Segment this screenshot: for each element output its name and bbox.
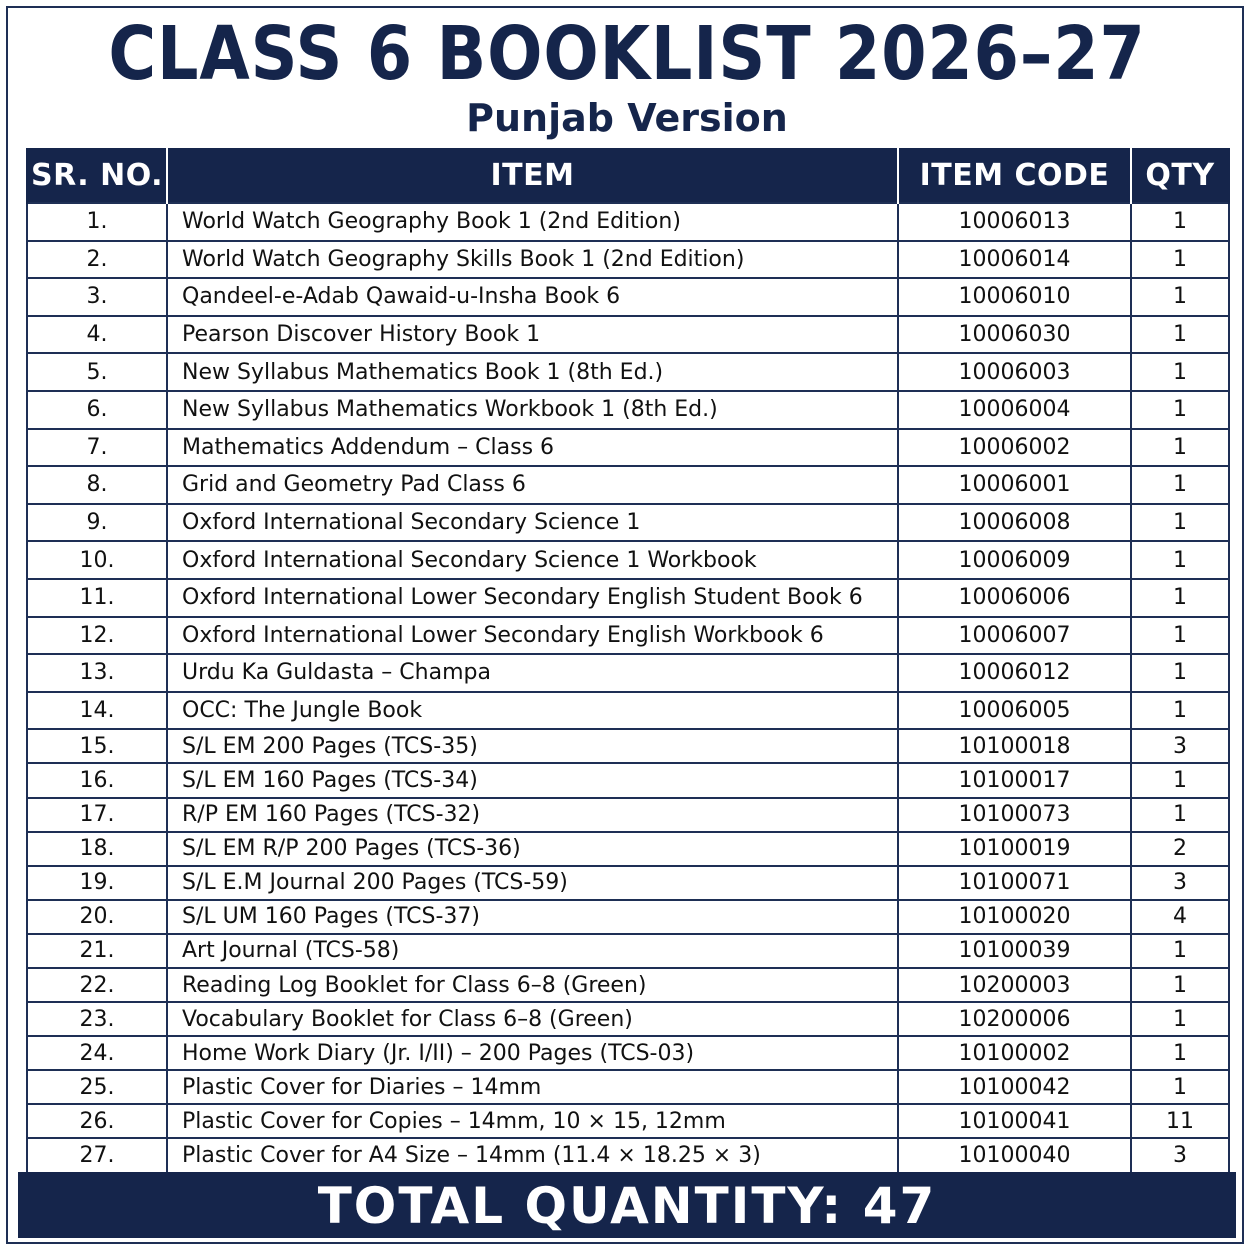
qty-cell: 1 bbox=[1131, 466, 1229, 504]
qty-cell: 4 bbox=[1131, 900, 1229, 934]
sr-no-cell: 7. bbox=[27, 429, 167, 467]
table-row bbox=[27, 1104, 1229, 1138]
item-code-cell: 10006010 bbox=[898, 278, 1131, 316]
sr-no-cell: 15. bbox=[27, 729, 167, 763]
sr-no-cell: 26. bbox=[27, 1104, 167, 1138]
qty-cell: 1 bbox=[1131, 504, 1229, 542]
item-code-cell: 10006004 bbox=[898, 391, 1131, 429]
qty-cell: 1 bbox=[1131, 654, 1229, 692]
item-code-cell: 10006012 bbox=[898, 654, 1131, 692]
table-row bbox=[27, 763, 1229, 797]
sr-no-cell: 24. bbox=[27, 1036, 167, 1070]
item-code-cell: 10006002 bbox=[898, 429, 1131, 467]
sr-no-cell: 9. bbox=[27, 504, 167, 542]
table-row bbox=[27, 654, 1229, 692]
item-cell: Qandeel-e-Adab Qawaid-u-Insha Book 6 bbox=[167, 278, 898, 316]
item-code-cell: 10200003 bbox=[898, 968, 1131, 1002]
item-code-cell: 10006001 bbox=[898, 466, 1131, 504]
item-cell: Oxford International Lower Secondary English Workbook 6 bbox=[167, 617, 898, 655]
sr-no-cell: 10. bbox=[27, 541, 167, 579]
qty-cell: 1 bbox=[1131, 391, 1229, 429]
header-item: ITEM bbox=[167, 148, 898, 203]
qty-cell: 1 bbox=[1131, 617, 1229, 655]
item-cell: OCC: The Jungle Book bbox=[167, 692, 898, 730]
table-row bbox=[27, 391, 1229, 429]
item-cell: Plastic Cover for A4 Size – 14mm (11.4 × 18.25 × 3) bbox=[167, 1138, 898, 1172]
table-row bbox=[27, 617, 1229, 655]
item-cell: Plastic Cover for Diaries – 14mm bbox=[167, 1070, 898, 1104]
qty-cell: 1 bbox=[1131, 798, 1229, 832]
sr-no-cell: 6. bbox=[27, 391, 167, 429]
item-cell: New Syllabus Mathematics Workbook 1 (8th Ed.) bbox=[167, 391, 898, 429]
table-row bbox=[27, 278, 1229, 316]
qty-cell: 1 bbox=[1131, 1002, 1229, 1036]
page-subtitle: Punjab Version bbox=[466, 96, 788, 140]
sr-no-cell: 3. bbox=[27, 278, 167, 316]
item-code-cell: 10100018 bbox=[898, 729, 1131, 763]
item-code-cell: 10100041 bbox=[898, 1104, 1131, 1138]
table-row bbox=[27, 866, 1229, 900]
item-cell: Oxford International Lower Secondary English Student Book 6 bbox=[167, 579, 898, 617]
sr-no-cell: 5. bbox=[27, 353, 167, 391]
qty-cell: 1 bbox=[1131, 579, 1229, 617]
item-cell: New Syllabus Mathematics Book 1 (8th Ed.) bbox=[167, 353, 898, 391]
item-cell: Urdu Ka Guldasta – Champa bbox=[167, 654, 898, 692]
item-cell: Oxford International Secondary Science 1 bbox=[167, 504, 898, 542]
item-cell: S/L EM 160 Pages (TCS-34) bbox=[167, 763, 898, 797]
header-item-code: ITEM CODE bbox=[898, 148, 1131, 203]
table-row bbox=[27, 504, 1229, 542]
item-cell: Plastic Cover for Copies – 14mm, 10 × 15, 12mm bbox=[167, 1104, 898, 1138]
qty-cell: 3 bbox=[1131, 729, 1229, 763]
table-row bbox=[27, 900, 1229, 934]
item-cell: S/L EM R/P 200 Pages (TCS-36) bbox=[167, 832, 898, 866]
sr-no-cell: 21. bbox=[27, 934, 167, 968]
item-cell: S/L E.M Journal 200 Pages (TCS-59) bbox=[167, 866, 898, 900]
item-code-cell: 10006008 bbox=[898, 504, 1131, 542]
item-code-cell: 10100017 bbox=[898, 763, 1131, 797]
item-cell: Vocabulary Booklet for Class 6–8 (Green) bbox=[167, 1002, 898, 1036]
item-cell: Mathematics Addendum – Class 6 bbox=[167, 429, 898, 467]
table-row bbox=[27, 1036, 1229, 1070]
item-code-cell: 10100073 bbox=[898, 798, 1131, 832]
item-code-cell: 10006013 bbox=[898, 203, 1131, 241]
item-cell: Reading Log Booklet for Class 6–8 (Green) bbox=[167, 968, 898, 1002]
sr-no-cell: 25. bbox=[27, 1070, 167, 1104]
qty-cell: 2 bbox=[1131, 832, 1229, 866]
item-code-cell: 10100039 bbox=[898, 934, 1131, 968]
item-code-cell: 10006009 bbox=[898, 541, 1131, 579]
item-code-cell: 10006003 bbox=[898, 353, 1131, 391]
item-code-cell: 10100040 bbox=[898, 1138, 1131, 1172]
qty-cell: 3 bbox=[1131, 1138, 1229, 1172]
table-row bbox=[27, 353, 1229, 391]
sr-no-cell: 11. bbox=[27, 579, 167, 617]
sr-no-cell: 8. bbox=[27, 466, 167, 504]
qty-cell: 1 bbox=[1131, 278, 1229, 316]
qty-cell: 1 bbox=[1131, 316, 1229, 354]
qty-cell: 3 bbox=[1131, 866, 1229, 900]
table-header-row bbox=[27, 148, 1229, 203]
item-cell: Grid and Geometry Pad Class 6 bbox=[167, 466, 898, 504]
qty-cell: 11 bbox=[1131, 1104, 1229, 1138]
booklist-table bbox=[26, 148, 1230, 1174]
sr-no-cell: 12. bbox=[27, 617, 167, 655]
item-cell: Home Work Diary (Jr. I/II) – 200 Pages (TCS-03) bbox=[167, 1036, 898, 1070]
qty-cell: 1 bbox=[1131, 353, 1229, 391]
sr-no-cell: 19. bbox=[27, 866, 167, 900]
item-cell: World Watch Geography Book 1 (2nd Edition) bbox=[167, 203, 898, 241]
table-row bbox=[27, 832, 1229, 866]
item-cell: R/P EM 160 Pages (TCS-32) bbox=[167, 798, 898, 832]
table-row bbox=[27, 203, 1229, 241]
item-cell: S/L UM 160 Pages (TCS-37) bbox=[167, 900, 898, 934]
table-row bbox=[27, 968, 1229, 1002]
item-code-cell: 10100071 bbox=[898, 866, 1131, 900]
table-row bbox=[27, 729, 1229, 763]
table-row bbox=[27, 541, 1229, 579]
item-code-cell: 10006030 bbox=[898, 316, 1131, 354]
qty-cell: 1 bbox=[1131, 934, 1229, 968]
item-code-cell: 10006007 bbox=[898, 617, 1131, 655]
sr-no-cell: 17. bbox=[27, 798, 167, 832]
page-title: CLASS 6 BOOKLIST 2026–27 bbox=[108, 11, 1146, 97]
item-code-cell: 10100019 bbox=[898, 832, 1131, 866]
item-code-cell: 10100020 bbox=[898, 900, 1131, 934]
qty-cell: 1 bbox=[1131, 1070, 1229, 1104]
qty-cell: 1 bbox=[1131, 203, 1229, 241]
sr-no-cell: 23. bbox=[27, 1002, 167, 1036]
table-row bbox=[27, 579, 1229, 617]
table-body bbox=[27, 203, 1229, 1173]
sr-no-cell: 4. bbox=[27, 316, 167, 354]
header-qty: QTY bbox=[1131, 148, 1229, 203]
sr-no-cell: 16. bbox=[27, 763, 167, 797]
sr-no-cell: 20. bbox=[27, 900, 167, 934]
qty-cell: 1 bbox=[1131, 541, 1229, 579]
qty-cell: 1 bbox=[1131, 429, 1229, 467]
table-row bbox=[27, 429, 1229, 467]
item-cell: Pearson Discover History Book 1 bbox=[167, 316, 898, 354]
qty-cell: 1 bbox=[1131, 241, 1229, 279]
item-code-cell: 10100042 bbox=[898, 1070, 1131, 1104]
total-quantity-banner: TOTAL QUANTITY: 47 bbox=[18, 1172, 1236, 1238]
table-row bbox=[27, 692, 1229, 730]
item-cell: World Watch Geography Skills Book 1 (2nd Edition) bbox=[167, 241, 898, 279]
qty-cell: 1 bbox=[1131, 1036, 1229, 1070]
item-cell: Art Journal (TCS-58) bbox=[167, 934, 898, 968]
sr-no-cell: 27. bbox=[27, 1138, 167, 1172]
sr-no-cell: 1. bbox=[27, 203, 167, 241]
table-row bbox=[27, 934, 1229, 968]
table-row bbox=[27, 798, 1229, 832]
table-row bbox=[27, 1138, 1229, 1172]
sr-no-cell: 14. bbox=[27, 692, 167, 730]
item-code-cell: 10006005 bbox=[898, 692, 1131, 730]
table-row bbox=[27, 316, 1229, 354]
sr-no-cell: 22. bbox=[27, 968, 167, 1002]
qty-cell: 1 bbox=[1131, 692, 1229, 730]
table-row bbox=[27, 241, 1229, 279]
item-code-cell: 10006006 bbox=[898, 579, 1131, 617]
qty-cell: 1 bbox=[1131, 763, 1229, 797]
item-code-cell: 10100002 bbox=[898, 1036, 1131, 1070]
item-code-cell: 10006014 bbox=[898, 241, 1131, 279]
sr-no-cell: 18. bbox=[27, 832, 167, 866]
item-code-cell: 10200006 bbox=[898, 1002, 1131, 1036]
header-sr-no: SR. NO. bbox=[27, 148, 167, 203]
table-row bbox=[27, 466, 1229, 504]
qty-cell: 1 bbox=[1131, 968, 1229, 1002]
sr-no-cell: 2. bbox=[27, 241, 167, 279]
sr-no-cell: 13. bbox=[27, 654, 167, 692]
table-row bbox=[27, 1070, 1229, 1104]
item-cell: S/L EM 200 Pages (TCS-35) bbox=[167, 729, 898, 763]
item-cell: Oxford International Secondary Science 1 Workbook bbox=[167, 541, 898, 579]
table-row bbox=[27, 1002, 1229, 1036]
